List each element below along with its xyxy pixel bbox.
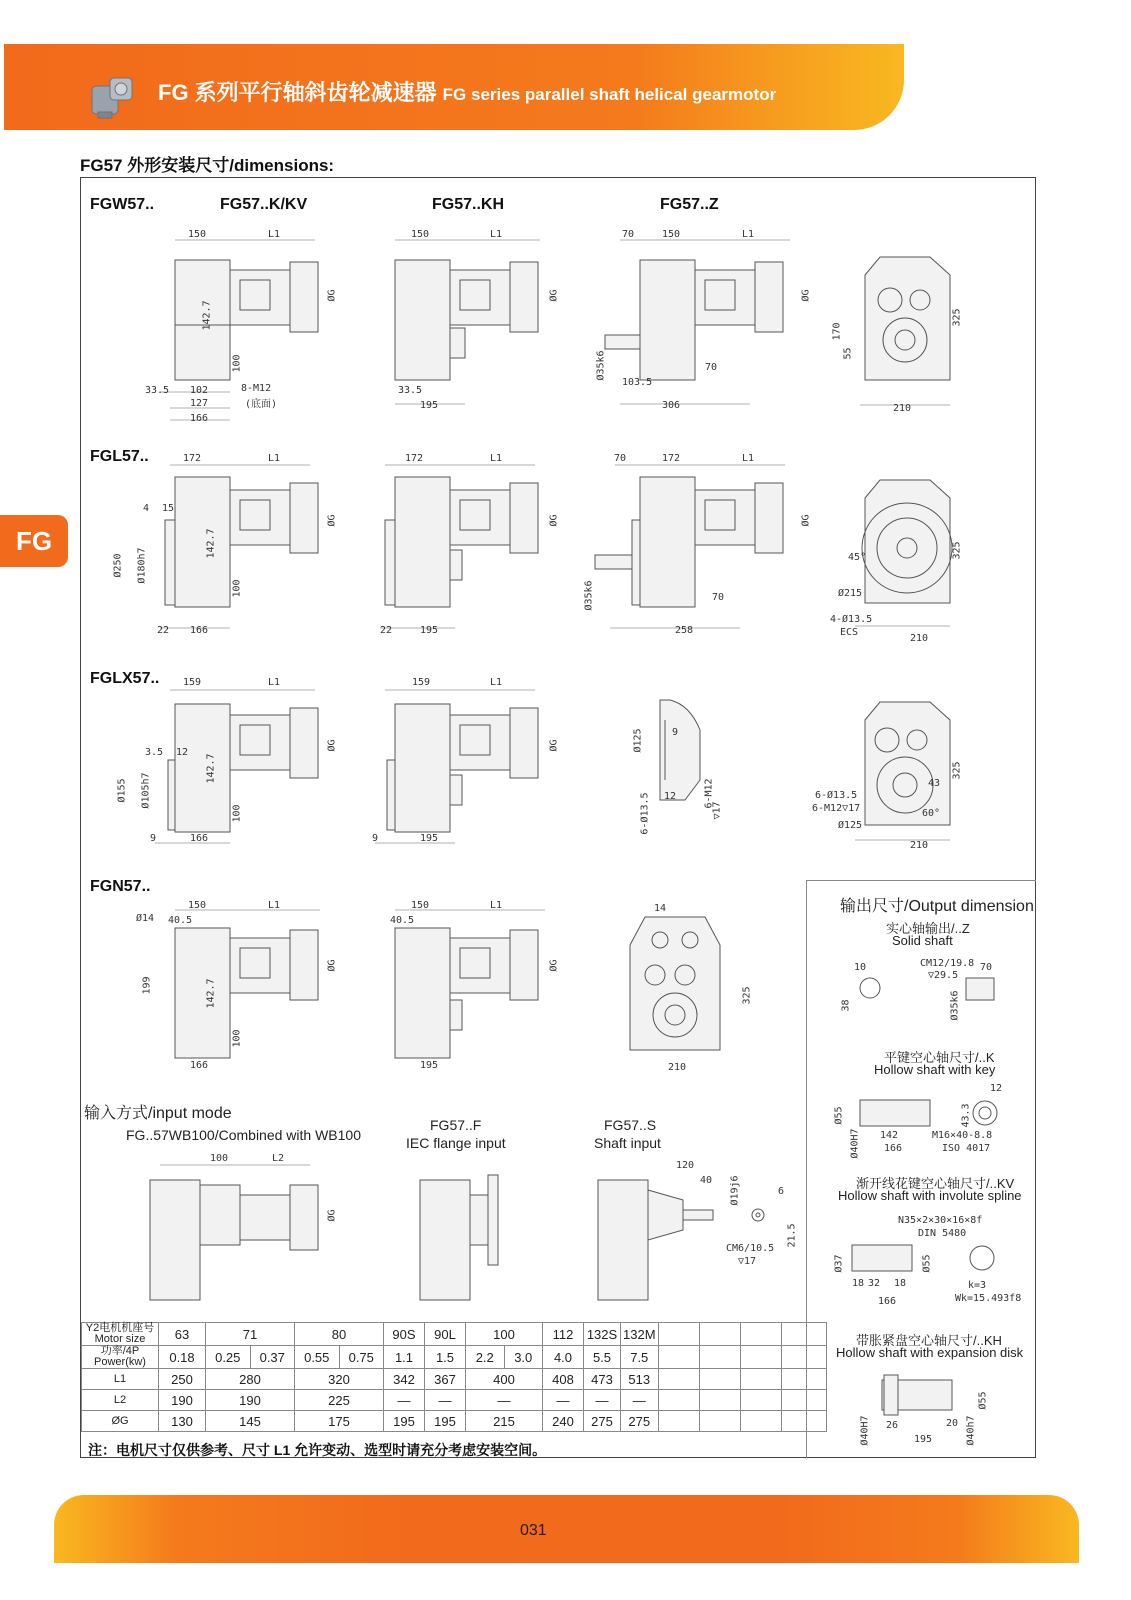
dim: 40.5	[390, 915, 415, 926]
cell: 320	[295, 1369, 384, 1390]
dim: Ø180h7	[136, 547, 148, 584]
cell: 80	[295, 1323, 384, 1346]
table-row	[82, 1369, 827, 1390]
drawing-fgn57	[160, 910, 350, 1070]
output-title: 输出尺寸/Output dimension	[840, 898, 1034, 915]
dim: 150	[411, 900, 430, 911]
cell: —	[384, 1390, 425, 1411]
dim: CM6/10.5	[726, 1243, 775, 1254]
cell: 280	[206, 1369, 295, 1390]
drawing-wb100	[150, 1165, 350, 1305]
disk-en: Hollow shaft with expansion disk	[836, 1345, 1024, 1360]
cell: —	[584, 1390, 621, 1411]
empty-cell	[781, 1323, 826, 1346]
dim: 159	[183, 677, 202, 688]
dim: 166	[190, 1060, 209, 1071]
dim: 6-Ø13.5	[815, 790, 858, 801]
dim: ØG	[548, 289, 560, 302]
dim: 14	[654, 903, 667, 914]
dim: 100	[210, 1153, 229, 1164]
input-f-label1: FG57..F	[430, 1117, 482, 1133]
dim: 4-Ø13.5	[830, 614, 873, 625]
cell: 90L	[425, 1323, 466, 1346]
dim: ØG	[548, 739, 560, 752]
dim: 166	[190, 625, 209, 636]
page-number: 031	[520, 1522, 547, 1539]
dim: 170	[831, 322, 843, 341]
empty-cell	[699, 1369, 740, 1390]
cell: 1.1	[384, 1346, 425, 1369]
drawing-fgn57-kh	[385, 910, 575, 1070]
dim: ØG	[326, 289, 338, 302]
dim: 195	[420, 625, 439, 636]
cell: 71	[206, 1323, 295, 1346]
drawing-side-view-3	[855, 700, 960, 850]
dim: 33.5	[398, 385, 423, 396]
dim: 22	[380, 625, 393, 636]
label-fglx: FGLX57..	[90, 670, 160, 687]
drawing-side-view-1	[860, 255, 960, 415]
spline-en: Hollow shaft with involute spline	[838, 1188, 1022, 1203]
cell: 132M	[621, 1323, 659, 1346]
dim: CM12/19.8	[920, 958, 975, 969]
dim: ▽29.5	[928, 970, 959, 981]
row-head-g: ØG	[82, 1411, 159, 1432]
dim: Ø40H7	[859, 1415, 871, 1446]
dim: 306	[662, 400, 681, 411]
empty-cell	[658, 1390, 699, 1411]
cell: 0.37	[250, 1346, 295, 1369]
dim: 20	[946, 1418, 959, 1429]
solid-cn: 实心轴输出/..Z	[886, 921, 970, 936]
dim: 43.3	[960, 1103, 972, 1128]
cell: 2.2	[466, 1346, 505, 1369]
dim: Ø37	[833, 1254, 845, 1273]
cell: 215	[466, 1411, 543, 1432]
dim: 12	[176, 747, 189, 758]
drawing-fgl57-kh	[375, 465, 575, 645]
cell: 130	[159, 1411, 206, 1432]
empty-cell	[781, 1390, 826, 1411]
cell: 367	[425, 1369, 466, 1390]
dim: 4	[143, 503, 150, 514]
empty-cell	[781, 1369, 826, 1390]
row-head-l2: L2	[82, 1390, 159, 1411]
footnote: 注：电机尺寸仅供参考、尺寸 L1 允许变动、选型时请充分考虑安装空间。	[88, 1442, 547, 1458]
dim: ØG	[326, 959, 338, 972]
cell: 513	[621, 1369, 659, 1390]
dim: M16×40-8.8	[932, 1130, 993, 1141]
dim: ØG	[326, 514, 338, 527]
gearmotor-photo-icon	[88, 72, 140, 120]
dim: L1	[268, 677, 281, 688]
key-en: Hollow shaft with key	[874, 1062, 996, 1077]
table-row	[82, 1390, 827, 1411]
dim: 6-Ø13.5	[639, 792, 651, 835]
drawing-fgn-side	[625, 915, 735, 1065]
label-fgk: FG57..K/KV	[220, 196, 308, 213]
drawing-shaft-input	[598, 1175, 798, 1305]
input-mode-title: 输入方式/input mode	[84, 1105, 232, 1122]
cell: 195	[384, 1411, 425, 1432]
dim: Ø215	[838, 588, 863, 599]
dim: ▽17	[738, 1256, 757, 1267]
dim: L1	[268, 900, 281, 911]
dim: 6-M12	[703, 778, 715, 809]
dim: 6	[778, 1186, 785, 1197]
dim: 70	[980, 962, 993, 973]
dim: 70	[705, 362, 718, 373]
cell: 250	[159, 1369, 206, 1390]
cell: 275	[621, 1411, 659, 1432]
cell: 3.0	[504, 1346, 543, 1369]
solid-en: Solid shaft	[892, 933, 953, 948]
dim: Ø40H7	[849, 1128, 861, 1159]
dim: 210	[910, 633, 929, 644]
cell: 1.5	[425, 1346, 466, 1369]
dim: L1	[490, 677, 503, 688]
dim: 166	[884, 1143, 903, 1154]
dim: 9	[372, 833, 379, 844]
cell: 0.75	[339, 1346, 384, 1369]
label-fgz: FG57..Z	[660, 196, 719, 213]
dim: 43	[928, 778, 941, 789]
section-title: FG57 外形安装尺寸/dimensions:	[80, 156, 335, 175]
dim: 10	[854, 962, 867, 973]
cell: —	[466, 1390, 543, 1411]
dim: 100	[231, 354, 243, 373]
empty-cell	[740, 1346, 781, 1369]
dim: ISO 4017	[942, 1143, 991, 1154]
label-fgn: FGN57..	[90, 878, 151, 895]
drawing-side-view-2	[855, 478, 960, 633]
dim: Ø19j6	[729, 1175, 741, 1206]
dim: Ø35k6	[583, 580, 595, 611]
input-s-label2: Shaft input	[594, 1135, 661, 1151]
dim: L1	[742, 453, 755, 464]
drawing-hollow-key	[860, 1095, 1010, 1135]
dim: k=3	[968, 1280, 987, 1291]
empty-cell	[658, 1411, 699, 1432]
cell: 175	[295, 1411, 384, 1432]
dim: 26	[886, 1420, 899, 1431]
dim: Ø250	[112, 553, 124, 578]
dim: 9	[150, 833, 157, 844]
cell: —	[425, 1390, 466, 1411]
dim: Ø155	[116, 778, 128, 803]
dim: 195	[420, 833, 439, 844]
dim: Wk=15.493f8	[955, 1293, 1022, 1304]
cell: 132S	[584, 1323, 621, 1346]
dim: ØG	[548, 959, 560, 972]
empty-cell	[658, 1323, 699, 1346]
dim: 40	[700, 1175, 713, 1186]
empty-cell	[699, 1346, 740, 1369]
dim: N35×2×30×16×8f	[898, 1215, 983, 1226]
dim: 8-M12	[241, 383, 272, 394]
dim: ØG	[326, 739, 338, 752]
dim: 150	[411, 229, 430, 240]
dim: 172	[662, 453, 681, 464]
dim: 55	[842, 347, 854, 360]
cell: 100	[466, 1323, 543, 1346]
key-cn: 平键空心轴尺寸/..K	[884, 1050, 995, 1065]
dim: 210	[893, 403, 912, 414]
dim: Ø35k6	[595, 350, 607, 381]
cell: 5.5	[584, 1346, 621, 1369]
dim: 38	[840, 999, 852, 1012]
cell: 145	[206, 1411, 295, 1432]
cell: 275	[584, 1411, 621, 1432]
table-row	[82, 1323, 827, 1346]
dim: 127	[190, 398, 209, 409]
side-tab: FG	[0, 515, 68, 567]
empty-cell	[658, 1346, 699, 1369]
cell: 190	[159, 1390, 206, 1411]
row-head-l1: L1	[82, 1369, 159, 1390]
empty-cell	[740, 1369, 781, 1390]
dim: 12	[990, 1083, 1003, 1094]
dim: 325	[951, 761, 963, 780]
cell: 112	[543, 1323, 584, 1346]
row-head-power	[82, 1346, 159, 1369]
dim: 103.5	[622, 377, 653, 388]
cell: 473	[584, 1369, 621, 1390]
cell: —	[543, 1390, 584, 1411]
empty-cell	[781, 1346, 826, 1369]
dim: 45°	[848, 552, 867, 563]
label-fgl: FGL57..	[90, 448, 149, 465]
dim: ØG	[548, 514, 560, 527]
dim: L1	[490, 229, 503, 240]
dim: Ø55	[833, 1106, 845, 1125]
dim: 70	[712, 592, 725, 603]
drawing-fgl57	[150, 465, 350, 645]
dim: 159	[412, 677, 431, 688]
dim: 210	[910, 840, 929, 851]
dim: 6-M12▽17	[812, 803, 861, 814]
dim: ØG	[800, 289, 812, 302]
page-title	[158, 76, 776, 107]
dim: 142.7	[205, 753, 217, 784]
dim: ▽17	[711, 801, 723, 820]
dim: 33.5	[145, 385, 170, 396]
empty-cell	[699, 1411, 740, 1432]
table-row	[82, 1346, 827, 1369]
row-head-text: 功率/4P Power(kw)	[94, 1345, 146, 1368]
cell: 7.5	[621, 1346, 659, 1369]
cell: 225	[295, 1390, 384, 1411]
dim: 70	[622, 229, 635, 240]
drawing-iec-flange	[420, 1175, 520, 1305]
cell: 0.25	[206, 1346, 251, 1369]
dim: 258	[675, 625, 694, 636]
dim: 21.5	[786, 1223, 798, 1248]
input-s-label1: FG57..S	[604, 1117, 657, 1133]
dim: 325	[741, 986, 753, 1005]
cell: 0.55	[295, 1346, 340, 1369]
cell: 90S	[384, 1323, 425, 1346]
dim: 166	[878, 1296, 897, 1307]
dim: 142.7	[205, 978, 217, 1009]
empty-cell	[658, 1369, 699, 1390]
dim: Ø55	[977, 1391, 989, 1410]
dim: Ø55	[921, 1254, 933, 1273]
dim: Ø125	[632, 728, 644, 753]
dim: 9	[672, 727, 679, 738]
drawing-fgl57-z	[590, 465, 805, 645]
dim: 142.7	[205, 528, 217, 559]
dim: (底面)	[245, 399, 278, 410]
title-en: FG series parallel shaft helical gearmotor	[442, 85, 777, 104]
dim: 325	[951, 308, 963, 327]
dim: 18	[894, 1278, 907, 1289]
drawing-fglx57-kh	[375, 690, 575, 860]
dim: L1	[742, 229, 755, 240]
dim: 142.7	[201, 300, 213, 331]
cell: 190	[206, 1390, 295, 1411]
dim: 100	[231, 1029, 243, 1048]
dim: 70	[614, 453, 627, 464]
dim: 166	[190, 413, 209, 424]
dim: 195	[420, 400, 439, 411]
drawing-fglx57	[150, 690, 350, 860]
cell: —	[621, 1390, 659, 1411]
input-wb-label: FG..57WB100/Combined with WB100	[126, 1127, 361, 1143]
dim: 12	[664, 791, 677, 802]
dim: DIN 5480	[918, 1228, 967, 1239]
dim: 60°	[922, 808, 941, 819]
dim: 172	[405, 453, 424, 464]
dim: L2	[272, 1153, 285, 1164]
dim: 120	[676, 1160, 695, 1171]
dim: L1	[268, 453, 281, 464]
dim: Ø40h7	[965, 1415, 977, 1446]
dim: L1	[490, 453, 503, 464]
dim: 102	[190, 385, 209, 396]
dim: ØG	[800, 514, 812, 527]
cell: 63	[159, 1323, 206, 1346]
dim: 210	[668, 1062, 687, 1073]
dim: 32	[868, 1278, 881, 1289]
dim: L1	[490, 900, 503, 911]
dim: 195	[914, 1434, 933, 1445]
dim: 199	[141, 976, 153, 995]
dim: 150	[188, 900, 207, 911]
dim: 142	[880, 1130, 899, 1141]
disk-cn: 带胀紧盘空心轴尺寸/..KH	[856, 1333, 1002, 1348]
dim: 195	[420, 1060, 439, 1071]
label-fgkh: FG57..KH	[432, 196, 505, 213]
cell: 0.18	[159, 1346, 206, 1369]
dim: 22	[157, 625, 170, 636]
dim: Ø125	[838, 820, 863, 831]
dim: 172	[183, 453, 202, 464]
cell: 4.0	[543, 1346, 584, 1369]
dim: Ø105h7	[140, 772, 152, 809]
empty-cell	[740, 1411, 781, 1432]
cell: 408	[543, 1369, 584, 1390]
dim: 150	[662, 229, 681, 240]
label-fgw: FGW57..	[90, 196, 155, 213]
dim: Ø14	[136, 913, 155, 924]
empty-cell	[740, 1390, 781, 1411]
empty-cell	[781, 1411, 826, 1432]
dim: 100	[231, 804, 243, 823]
dim: 150	[188, 229, 207, 240]
dim: 3.5	[145, 747, 164, 758]
dim: 15	[162, 503, 175, 514]
cell: 240	[543, 1411, 584, 1432]
dim: L1	[268, 229, 281, 240]
dim: 325	[951, 541, 963, 560]
spec-table	[81, 1322, 827, 1432]
empty-cell	[699, 1390, 740, 1411]
cell: 195	[425, 1411, 466, 1432]
footer-band	[54, 1495, 1079, 1563]
dim: 100	[231, 579, 243, 598]
row-head-text: Y2电机机座号 Motor size	[85, 1322, 155, 1345]
cell: 342	[384, 1369, 425, 1390]
dim: Ø35k6	[949, 990, 961, 1021]
dim: 40.5	[168, 915, 193, 926]
empty-cell	[699, 1323, 740, 1346]
spline-cn: 渐开线花键空心轴尺寸/..KV	[856, 1176, 1015, 1191]
dim: ECS	[840, 627, 859, 638]
dim: ØG	[326, 1209, 338, 1222]
empty-cell	[740, 1323, 781, 1346]
row-head-motor	[82, 1323, 159, 1346]
dim: 18	[852, 1278, 865, 1289]
title-cn: FG 系列平行轴斜齿轮减速器	[158, 80, 437, 105]
input-f-label2: IEC flange input	[406, 1135, 506, 1151]
dim: 166	[190, 833, 209, 844]
table-row	[82, 1411, 827, 1432]
cell: 400	[466, 1369, 543, 1390]
